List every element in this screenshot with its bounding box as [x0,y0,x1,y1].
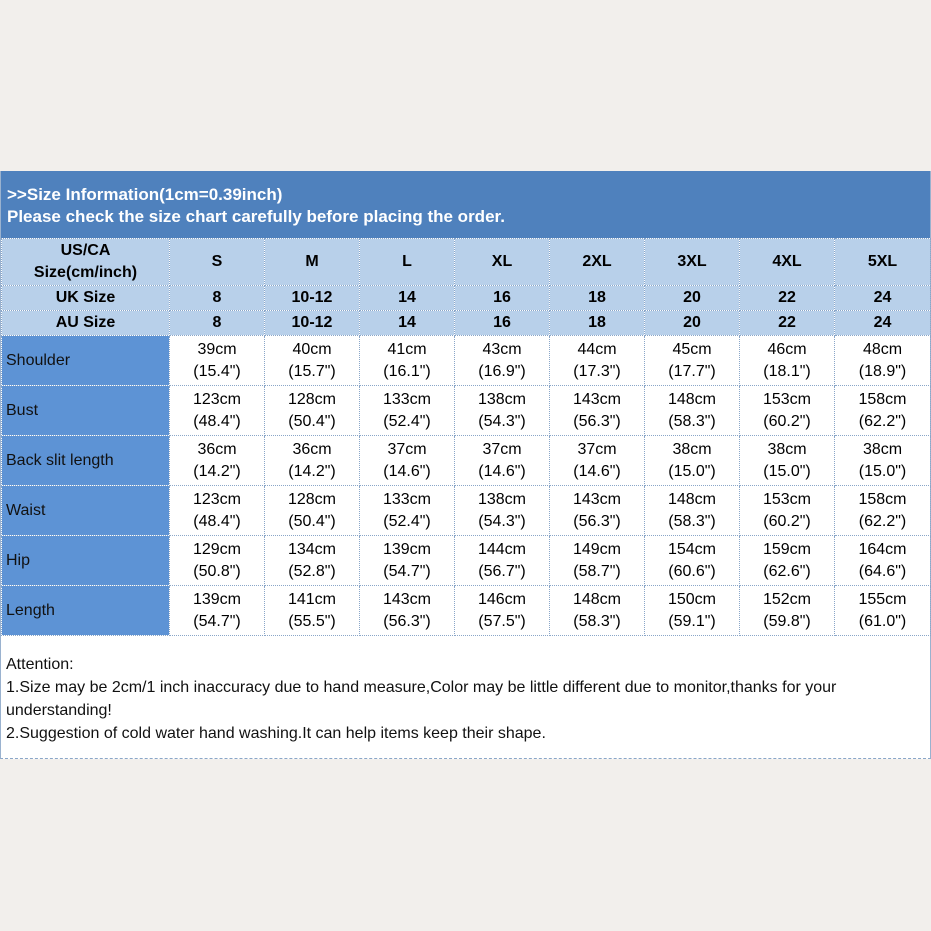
measure-inch: (48.4") [193,412,241,430]
au-size-cell: 20 [645,311,740,336]
measure-cm: 134cm [287,540,337,558]
measure-cm: 38cm [672,440,712,458]
measure-inch: (59.1") [668,612,716,630]
measure-cell [170,386,265,436]
measure-cell [360,586,455,636]
measure-inch: (62.6") [763,562,811,580]
measure-inch: (14.6") [383,462,431,480]
measure-inch: (62.2") [858,512,907,530]
measure-cm: 38cm [767,440,807,458]
size-info-banner [1,171,930,238]
measure-inch: (18.9") [858,362,907,380]
measure-cm: 138cm [477,390,527,408]
measure-inch: (14.6") [478,462,526,480]
measure-cell [455,436,550,486]
corner-header [2,239,170,286]
measure-inch: (15.0") [763,462,811,480]
measure-cm: 39cm [197,340,237,358]
measure-cell [645,336,740,386]
size-header-s: S [170,239,265,286]
uk-size-cell: 24 [835,286,931,311]
measure-inch: (60.2") [763,412,811,430]
measure-cell [455,486,550,536]
measure-cm: 148cm [667,490,717,508]
size-header-l: L [360,239,455,286]
measure-cm: 133cm [382,490,432,508]
measure-inch: (54.3") [478,412,526,430]
measure-cell [740,386,835,436]
measure-cell [835,336,931,386]
measure-cm: 149cm [572,540,622,558]
measure-cell [265,436,360,486]
measure-inch: (56.7") [478,562,526,580]
measure-cell [265,536,360,586]
measure-inch: (58.3") [668,512,716,530]
measure-cell [835,536,931,586]
measure-cell [740,336,835,386]
uk-size-label: UK Size [2,286,170,311]
measure-inch: (50.4") [288,512,336,530]
measure-inch: (52.4") [383,512,431,530]
measure-label: Hip [2,536,170,586]
measure-row-back-slit-length [2,436,931,486]
measure-cm: 158cm [858,490,907,508]
measure-inch: (50.8") [193,562,241,580]
measure-inch: (55.5") [288,612,336,630]
measure-inch: (18.1") [763,362,811,380]
measure-cm: 146cm [477,590,527,608]
measure-inch: (58.3") [573,612,621,630]
measure-cell [550,386,645,436]
measure-cm: 150cm [667,590,717,608]
measure-cm: 144cm [477,540,527,558]
measure-cm: 37cm [577,440,617,458]
measure-cm: 148cm [667,390,717,408]
measure-inch: (60.2") [763,512,811,530]
measure-cm: 154cm [667,540,717,558]
measure-cell [550,586,645,636]
measure-cm: 129cm [192,540,242,558]
measure-inch: (16.1") [383,362,431,380]
measure-cm: 37cm [387,440,427,458]
size-header-4xl: 4XL [740,239,835,286]
measure-cm: 159cm [762,540,812,558]
size-table [1,238,931,636]
measure-row-hip [2,536,931,586]
measure-cell [835,586,931,636]
measure-cm: 48cm [862,340,903,358]
measure-cm: 38cm [862,440,903,458]
measure-cm: 143cm [572,490,622,508]
measure-cell [835,486,931,536]
measure-inch: (54.7") [383,562,431,580]
measure-inch: (15.4") [193,362,241,380]
au-size-cell: 10-12 [265,311,360,336]
measure-inch: (54.7") [193,612,241,630]
measure-inch: (54.3") [478,512,526,530]
measure-inch: (58.3") [668,412,716,430]
measure-inch: (59.8") [763,612,811,630]
measure-cell [835,386,931,436]
measure-inch: (61.0") [858,612,907,630]
au-size-cell: 16 [455,311,550,336]
measure-cell [455,586,550,636]
measure-cm: 133cm [382,390,432,408]
au-size-cell: 22 [740,311,835,336]
measure-cell [645,486,740,536]
attention-notes [1,636,930,745]
measure-cell [550,486,645,536]
measure-inch: (64.6") [858,562,907,580]
measure-cell [360,386,455,436]
measure-cell [265,586,360,636]
measure-cell [835,436,931,486]
measure-inch: (17.3") [573,362,621,380]
measure-label: Waist [2,486,170,536]
measure-row-shoulder [2,336,931,386]
measure-cell [550,536,645,586]
size-header-m: M [265,239,360,286]
measure-cm: 46cm [767,340,807,358]
measure-label: Back slit length [2,436,170,486]
au-size-cell: 8 [170,311,265,336]
measure-label: Shoulder [2,336,170,386]
measure-inch: (60.6") [668,562,716,580]
banner-subtitle: Please check the size chart carefully before placing the order. [7,207,505,226]
measure-inch: (15.0") [668,462,716,480]
measure-inch: (52.4") [383,412,431,430]
measure-cm: 43cm [482,340,522,358]
corner-line1: US/CA [60,242,111,259]
measure-inch: (56.3") [573,512,621,530]
measure-label: Length [2,586,170,636]
measure-inch: (56.3") [383,612,431,630]
size-header-xl: XL [455,239,550,286]
measure-cell [455,386,550,436]
size-header-row [2,239,931,286]
attention-title: Attention: [6,656,74,673]
size-header-2xl: 2XL [550,239,645,286]
measure-cell [740,436,835,486]
measure-cell [740,586,835,636]
measure-cm: 123cm [192,390,242,408]
measure-row-waist [2,486,931,536]
measure-cell [265,386,360,436]
measure-cell [740,536,835,586]
measure-cm: 153cm [762,490,812,508]
measure-inch: (62.2") [858,412,907,430]
measure-cm: 40cm [292,340,332,358]
measure-cm: 152cm [762,590,812,608]
measure-cell [455,536,550,586]
measure-inch: (14.2") [288,462,336,480]
measure-inch: (17.7") [668,362,716,380]
measure-cm: 143cm [382,590,432,608]
uk-size-cell: 18 [550,286,645,311]
corner-line2: Size(cm/inch) [33,264,138,281]
banner-title: >>Size Information(1cm=0.39inch) [7,185,283,204]
measure-cm: 143cm [572,390,622,408]
measure-cell [360,536,455,586]
attention-note-2: 2.Suggestion of cold water hand washing.It can help items keep their shape. [6,725,546,742]
measure-cell [550,336,645,386]
measure-inch: (58.7") [573,562,621,580]
au-size-label: AU Size [2,311,170,336]
measure-cell [360,336,455,386]
measure-cell [455,336,550,386]
measure-cm: 36cm [197,440,237,458]
measure-cm: 141cm [287,590,337,608]
measure-cm: 153cm [762,390,812,408]
measure-inch: (56.3") [573,412,621,430]
uk-size-cell: 20 [645,286,740,311]
measure-label: Bust [2,386,170,436]
au-size-cell: 18 [550,311,645,336]
measure-cm: 44cm [577,340,617,358]
measure-cell [740,486,835,536]
measure-cm: 139cm [192,590,242,608]
measure-inch: (48.4") [193,512,241,530]
measure-cm: 128cm [287,490,337,508]
measure-cm: 123cm [192,490,242,508]
measure-cell [170,536,265,586]
measure-cell [265,336,360,386]
measure-cell [360,436,455,486]
measure-cm: 138cm [477,490,527,508]
au-size-cell: 24 [835,311,931,336]
size-header-5xl: 5XL [835,239,931,286]
measure-cell [170,436,265,486]
measure-inch: (50.4") [288,412,336,430]
measure-cm: 45cm [672,340,712,358]
measure-cm: 128cm [287,390,337,408]
size-chart [0,171,931,759]
uk-size-cell: 22 [740,286,835,311]
measure-cell [170,336,265,386]
measure-cell [645,586,740,636]
measure-row-bust [2,386,931,436]
measure-inch: (15.0") [858,462,907,480]
au-size-cell: 14 [360,311,455,336]
au-size-row [2,311,931,336]
measure-cm: 36cm [292,440,332,458]
measure-cm: 164cm [858,540,907,558]
measure-cell [550,436,645,486]
uk-size-row [2,286,931,311]
measure-inch: (16.9") [478,362,526,380]
measure-cell [170,586,265,636]
measure-inch: (14.6") [573,462,621,480]
measure-cell [360,486,455,536]
uk-size-cell: 16 [455,286,550,311]
size-header-3xl: 3XL [645,239,740,286]
measure-cell [645,386,740,436]
measure-cm: 41cm [387,340,427,358]
measure-inch: (15.7") [288,362,336,380]
measure-inch: (52.8") [288,562,336,580]
measure-cell [645,436,740,486]
measure-cm: 155cm [858,590,907,608]
measure-cm: 139cm [382,540,432,558]
measure-inch: (14.2") [193,462,241,480]
attention-note-1: 1.Size may be 2cm/1 inch inaccuracy due to hand measure,Color may be little different due to monitor,thanks for your understanding! [6,679,837,719]
measure-cell [170,486,265,536]
measure-cell [265,486,360,536]
uk-size-cell: 8 [170,286,265,311]
uk-size-cell: 14 [360,286,455,311]
measure-row-length [2,586,931,636]
measure-cm: 148cm [572,590,622,608]
measure-cell [645,536,740,586]
measure-cm: 37cm [482,440,522,458]
uk-size-cell: 10-12 [265,286,360,311]
measure-cm: 158cm [858,390,907,408]
measure-inch: (57.5") [478,612,526,630]
